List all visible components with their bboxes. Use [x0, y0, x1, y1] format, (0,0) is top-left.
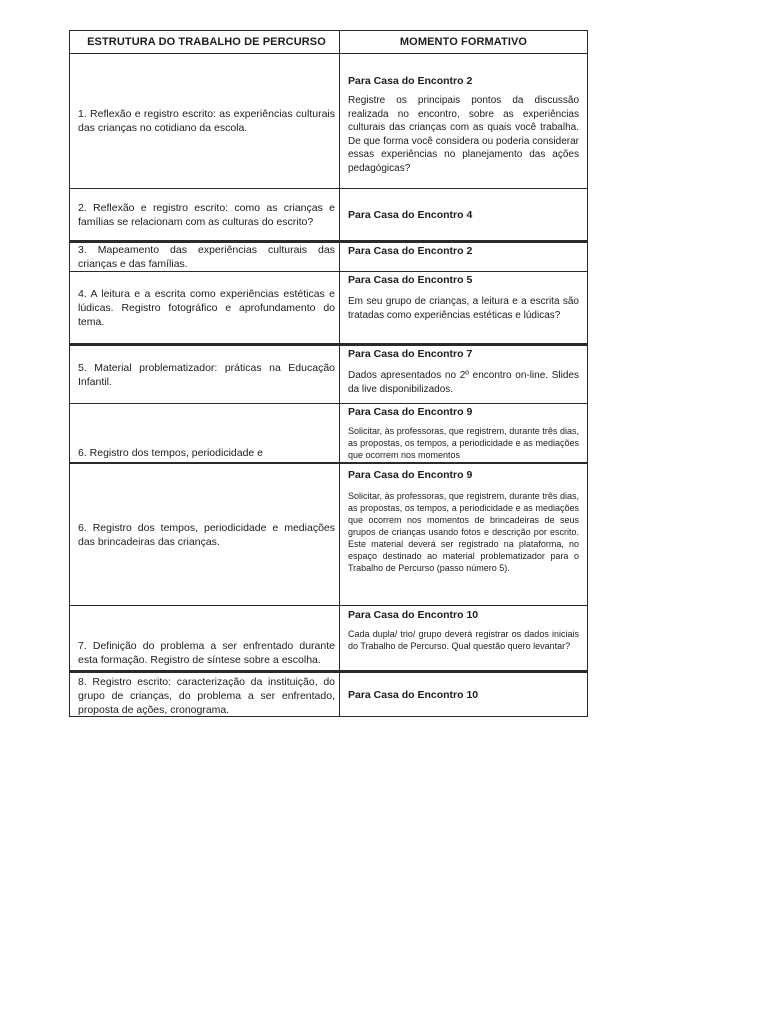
row-momento-title: Para Casa do Encontro 10 — [348, 689, 479, 701]
row-momento-text: Registre os principais pontos da discussão realizada no encontro, sobre as experiências culturais das crianças com as quais você trabalha. De que forma você considera ou poderia considerar essas experiências no planejamento das ações pedagógicas? — [348, 95, 579, 174]
table-row — [69, 606, 588, 671]
row-momento-title: Para Casa do Encontro 2 — [348, 245, 473, 257]
row-momento-text: Em seu grupo de crianças, a leitura e a escrita são tratadas como experiências estéticas e lúdicas? — [348, 296, 579, 321]
row-estrutura-text: 4. A leitura e a escrita como experiências estéticas e lúdicas. Registro fotográfico e aprofundamento do tema. — [78, 287, 335, 328]
row-estrutura-text: 5. Material problematizador: práticas na Educação Infantil. — [78, 361, 335, 388]
row-momento-title: Para Casa do Encontro 2 — [348, 75, 473, 87]
table-row — [69, 464, 588, 606]
table-row — [69, 404, 588, 464]
header-momento: MOMENTO FORMATIVO — [399, 36, 528, 48]
row-estrutura-text: 7. Definição do problema a ser enfrentado durante esta formação. Registro de síntese sobre a escolha. — [78, 640, 335, 666]
table-row — [69, 54, 588, 189]
table-header-row — [69, 30, 588, 54]
header-estrutura: ESTRUTURA DO TRABALHO DE PERCURSO — [70, 31, 340, 53]
row-momento-title: Para Casa do Encontro 9 — [348, 406, 473, 418]
row-estrutura-text: 8. Registro escrito: caracterização da instituição, do grupo de crianças, do problema a ser enfrentado, proposta de ações, cronograma. — [78, 676, 335, 716]
table-row — [69, 671, 588, 717]
row-estrutura-text: 6. Registro dos tempos, periodicidade e — [78, 447, 264, 459]
row-momento-text: Cada dupla/ trio/ grupo deverá registrar os dados iniciais do Trabalho de Percurso. Qual questão quero levantar? — [348, 629, 579, 651]
table-row — [69, 344, 588, 404]
row-estrutura-text: 2. Reflexão e registro escrito: como as crianças e famílias se relacionam com as culturas do escrito? — [78, 201, 335, 228]
row-estrutura-text: 6. Registro dos tempos, periodicidade e mediações das brincadeiras das crianças. — [78, 521, 335, 548]
table-row — [69, 189, 588, 241]
row-momento-title: Para Casa do Encontro 7 — [348, 348, 473, 360]
row-momento-title: Para Casa do Encontro 9 — [348, 469, 473, 481]
row-momento-title: Para Casa do Encontro 4 — [348, 209, 473, 221]
row-momento-title: Para Casa do Encontro 5 — [348, 274, 473, 286]
row-estrutura-text: 3. Mapeamento das experiências culturais das crianças e das famílias. — [78, 244, 335, 270]
row-momento-title: Para Casa do Encontro 10 — [348, 609, 479, 621]
table-row — [69, 241, 588, 272]
row-estrutura-text: 1. Reflexão e registro escrito: as experiências culturais das crianças no cotidiano da escola. — [78, 108, 335, 134]
percurso-table — [69, 30, 588, 717]
row-momento-text: Dados apresentados no 2º encontro on-line. Slides da live disponibilizados. — [348, 370, 579, 395]
row-momento-text: Solicitar, às professoras, que registrem, durante três dias, as propostas, os tempos, a periodicidade e as mediações que ocorrem nos momentos de brincadeiras de seus grupos de crianças usando fotos e descrição por escrito. Este material deverá ser registrado na plataforma, no espaço destinado ao material problematizador para o Trabalho de Percurso (passo número 5). — [348, 491, 579, 573]
table-row — [69, 272, 588, 344]
row-momento-text: Solicitar, às professoras, que registrem, durante três dias, as propostas, os tempos, a periodicidade e as mediações que ocorrem nos momentos — [348, 426, 579, 460]
